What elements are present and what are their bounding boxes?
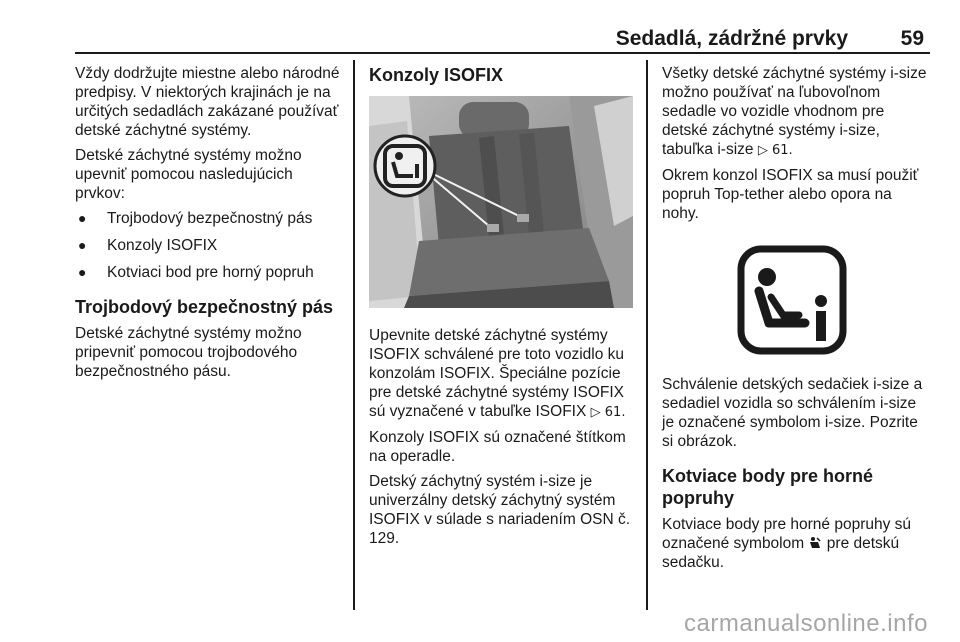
list-item: ● Kotviaci bod pre horný popruh: [75, 263, 340, 282]
paragraph-isofix-label: Konzoly ISOFIX sú označené štítkom na operadle.: [369, 429, 626, 465]
paragraph-isize-seats: Všetky detské záchytné systémy i-size možno používať na ľubovoľnom sedadle vo vozidle vhodnom pre detské záchytné systémy i-size, tabuľka i-size: [662, 65, 927, 158]
column-divider-right: [646, 60, 648, 610]
list-item: ● Trojbodový bezpečnostný pás: [75, 209, 340, 228]
attachment-list: [75, 209, 340, 282]
paragraph-top-tether: Okrem konzol ISOFIX sa musí použiť popruh Top-tether alebo opora na nohy.: [662, 167, 919, 222]
isize-symbol-svg: [737, 245, 847, 355]
watermark-text: carmanualsonline.info: [684, 610, 928, 637]
watermark: [0, 610, 960, 642]
paragraph-anchor-points: Kotviace body pre horné popruhy sú označené symbolom: [662, 516, 912, 552]
paragraph-anchor-points-end: pre detskú sedačku.: [662, 535, 900, 571]
column-divider-left: [353, 60, 355, 610]
column-3: [662, 60, 930, 578]
heading-anchor-points: Kotviace body pre horné popruhy: [662, 466, 874, 508]
isofix-seat-photo-svg: [369, 96, 633, 308]
list-item: ● Konzoly ISOFIX: [75, 236, 340, 255]
page-number: 59: [900, 27, 924, 50]
isofix-seat-photo: [369, 96, 633, 308]
page-title: Sedadlá, zádržné prvky: [615, 27, 848, 50]
paragraph-isofix-install: Upevnite detské záchytné systémy ISOFIX schválené pre toto vozidlo ku konzolám ISOFIX. Špeciálne pozície pre detské záchytné systémy ISOFIX sú vyznačené v tabuľke ISOFIX: [369, 327, 625, 420]
heading-isofix: Konzoly ISOFIX: [369, 65, 504, 85]
column-1: [75, 60, 340, 387]
header-rule: [75, 52, 930, 54]
paragraph-attachment-means: Detské záchytné systémy možno upevniť pomocou nasledujúcich prvkov:: [75, 147, 302, 202]
paragraph-three-point-belt: Detské záchytné systémy možno pripevniť pomocou trojbodového bezpečnostného pásu.: [75, 325, 302, 380]
paragraph-isize-approval: Schválenie detských sedačiek i-size a sedadiel vozidla so schválením i-size je označené symbolom i-size. Pozrite si obrázok.: [662, 376, 923, 450]
top-tether-icon: [808, 536, 822, 550]
reference-arrow-icon[interactable]: ▷ 61.: [590, 405, 626, 420]
heading-three-point-belt: Trojbodový bezpečnostný pás: [75, 297, 334, 317]
column-2: [369, 60, 633, 554]
isize-symbol-icon: [737, 245, 847, 355]
page-header: [75, 24, 930, 54]
paragraph-isize-universal: Detský záchytný systém i-size je univerzálny detský záchytný systém ISOFIX v súlade s nariadením OSN č. 129.: [369, 473, 631, 547]
reference-arrow-icon[interactable]: ▷ 61.: [757, 143, 793, 158]
paragraph-local-regulations: Vždy dodržujte miestne alebo národné predpisy. V niektorých krajinách je na určitých sedadlách zakázané používať detské záchytné systémy.: [75, 65, 340, 139]
